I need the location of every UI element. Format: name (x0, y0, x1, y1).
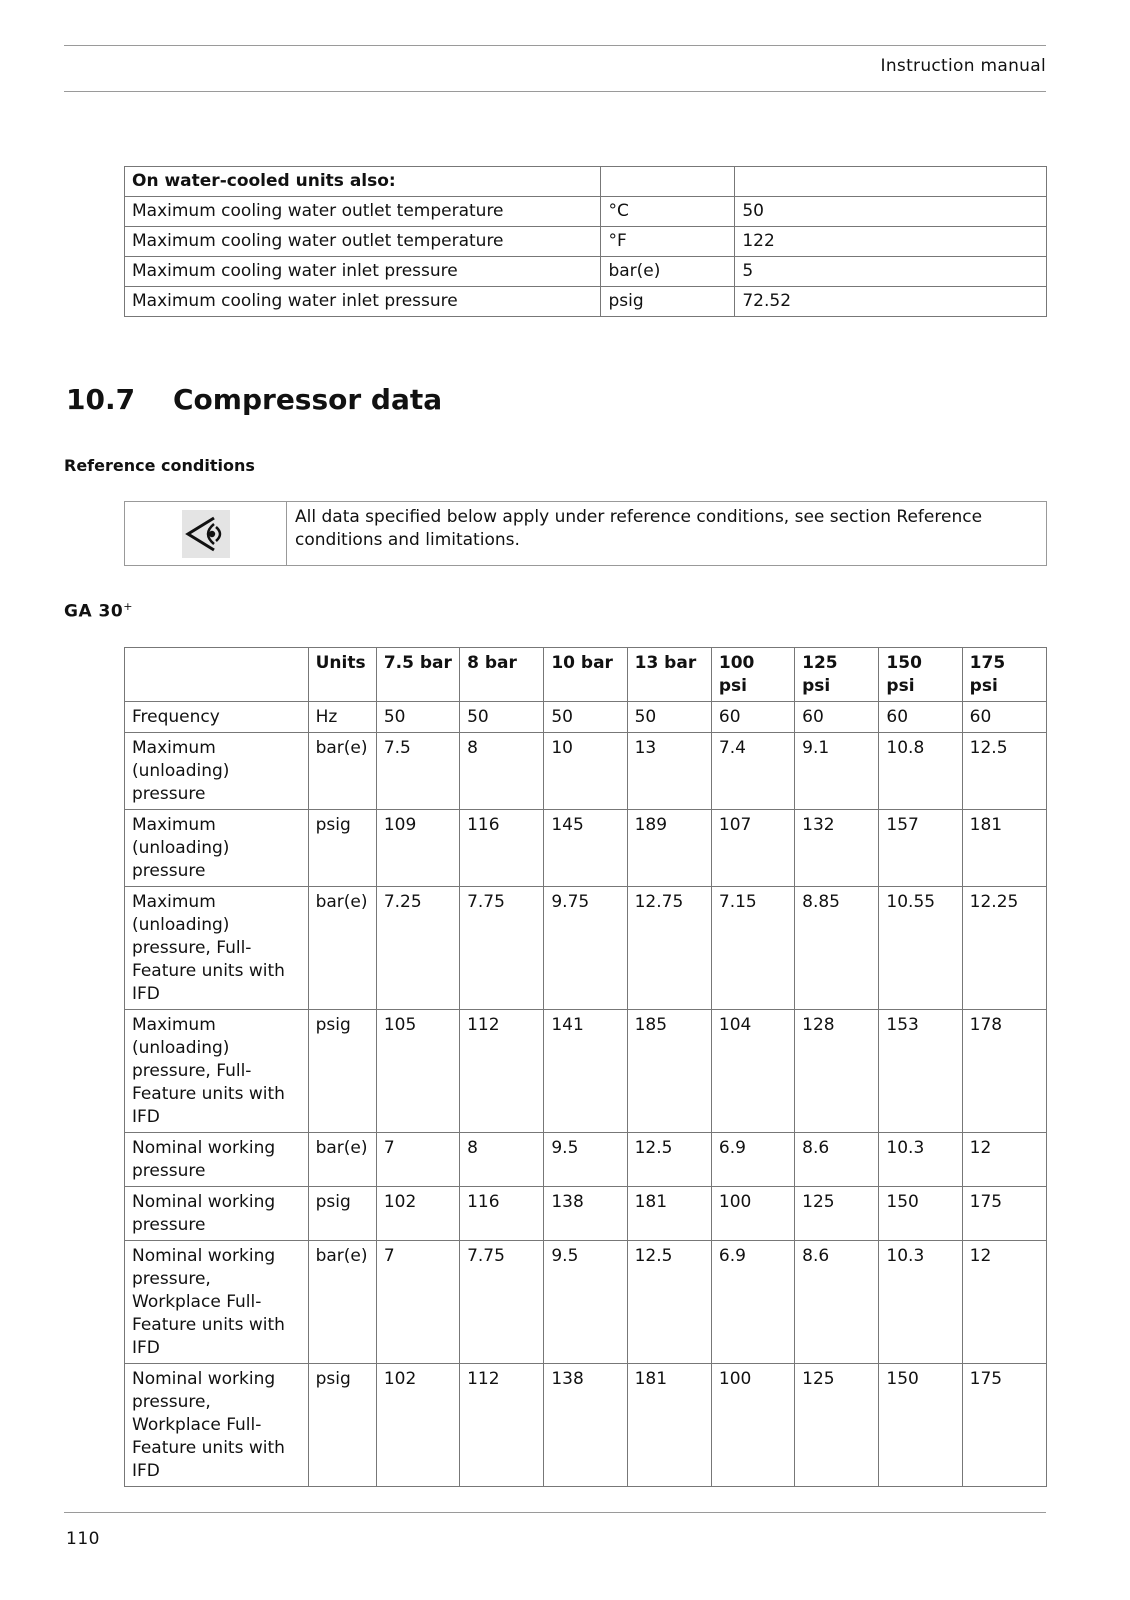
data-table-body (125, 648, 1047, 1487)
column-header: 150 psi (879, 648, 962, 702)
value-cell: 13 (627, 733, 711, 810)
value-cell: 141 (544, 1010, 627, 1133)
table-row (125, 733, 1047, 810)
value-cell: 12.75 (627, 887, 711, 1010)
value-cell: 157 (879, 810, 962, 887)
value-cell: 138 (544, 1364, 627, 1487)
document-title: Instruction manual (880, 56, 1046, 76)
value-cell: 60 (711, 702, 794, 733)
value-cell: 7.5 (376, 733, 459, 810)
column-header: 100 psi (711, 648, 794, 702)
value-cell: 7.25 (376, 887, 459, 1010)
value-cell: 8 (460, 1133, 544, 1187)
value-cell: 12.5 (962, 733, 1046, 810)
table-cell: Maximum cooling water inlet pressure (125, 287, 601, 317)
unit-cell: psig (308, 1010, 376, 1133)
section-title: Compressor data (173, 383, 443, 416)
value-cell: 153 (879, 1010, 962, 1133)
row-label: Maximum (unloading) pressure, Full-Feature units with IFD (125, 887, 309, 1010)
column-header: 125 psi (795, 648, 879, 702)
value-cell: 9.1 (795, 733, 879, 810)
value-cell: 175 (962, 1187, 1046, 1241)
value-cell: 145 (544, 810, 627, 887)
column-header: 7.5 bar (376, 648, 459, 702)
value-cell: 10.8 (879, 733, 962, 810)
value-cell: 60 (879, 702, 962, 733)
unit-cell: Hz (308, 702, 376, 733)
table-cell (735, 167, 1047, 197)
value-cell: 185 (627, 1010, 711, 1133)
table-cell: °C (601, 197, 735, 227)
table-row (125, 257, 1047, 287)
reference-conditions-heading: Reference conditions (64, 456, 255, 475)
value-cell: 6.9 (711, 1133, 794, 1187)
section-number: 10.7 (66, 383, 136, 416)
value-cell: 12.5 (627, 1241, 711, 1364)
value-cell: 12 (962, 1133, 1046, 1187)
value-cell: 181 (627, 1364, 711, 1487)
table-row (125, 1364, 1047, 1487)
value-cell: 125 (795, 1187, 879, 1241)
header-rule-bottom (64, 91, 1046, 92)
table-cell: Maximum cooling water outlet temperature (125, 227, 601, 257)
value-cell: 178 (962, 1010, 1046, 1133)
table-row (125, 227, 1047, 257)
value-cell: 112 (460, 1364, 544, 1487)
value-cell: 6.9 (711, 1241, 794, 1364)
value-cell: 100 (711, 1187, 794, 1241)
column-header: 175 psi (962, 648, 1046, 702)
unit-cell: psig (308, 810, 376, 887)
value-cell: 150 (879, 1364, 962, 1487)
row-label: Nominal working pressure (125, 1133, 309, 1187)
section-heading (66, 383, 442, 416)
row-label: Maximum (unloading) pressure (125, 810, 309, 887)
value-cell: 9.75 (544, 887, 627, 1010)
model-heading (64, 600, 133, 622)
value-cell: 10.3 (879, 1133, 962, 1187)
value-cell: 189 (627, 810, 711, 887)
table-row (125, 1187, 1047, 1241)
footer-rule (64, 1512, 1046, 1513)
value-cell: 104 (711, 1010, 794, 1133)
table-cell: bar(e) (601, 257, 735, 287)
value-cell: 10.3 (879, 1241, 962, 1364)
table-cell: 50 (735, 197, 1047, 227)
value-cell: 12.25 (962, 887, 1046, 1010)
compressor-data-table (124, 647, 1047, 1487)
table-cell (601, 167, 735, 197)
value-cell: 7 (376, 1133, 459, 1187)
value-cell: 150 (879, 1187, 962, 1241)
value-cell: 8.6 (795, 1241, 879, 1364)
value-cell: 60 (962, 702, 1046, 733)
unit-cell: psig (308, 1187, 376, 1241)
row-label: Nominal working pressure, Workplace Full-Feature units with IFD (125, 1241, 309, 1364)
row-label: Maximum (unloading) pressure (125, 733, 309, 810)
value-cell: 7.75 (460, 887, 544, 1010)
value-cell: 50 (460, 702, 544, 733)
model-name: GA 30 (64, 601, 124, 622)
unit-cell: bar(e) (308, 733, 376, 810)
unit-cell: bar(e) (308, 887, 376, 1010)
table-row (125, 167, 1047, 197)
table-row (125, 197, 1047, 227)
column-header: 10 bar (544, 648, 627, 702)
table-row (125, 1010, 1047, 1133)
value-cell: 10 (544, 733, 627, 810)
table-row (125, 1241, 1047, 1364)
table-cell: 122 (735, 227, 1047, 257)
value-cell: 10.55 (879, 887, 962, 1010)
value-cell: 138 (544, 1187, 627, 1241)
row-label: Nominal working pressure, Workplace Full-Feature units with IFD (125, 1364, 309, 1487)
value-cell: 60 (795, 702, 879, 733)
reference-note (124, 501, 1047, 566)
table-header-row (125, 648, 1047, 702)
value-cell: 125 (795, 1364, 879, 1487)
value-cell: 100 (711, 1364, 794, 1487)
note-icon-cell (125, 502, 287, 565)
value-cell: 116 (460, 810, 544, 887)
table-cell: °F (601, 227, 735, 257)
value-cell: 7 (376, 1241, 459, 1364)
value-cell: 50 (627, 702, 711, 733)
table-row (125, 1133, 1047, 1187)
note-text: All data specified below apply under reference conditions, see section Reference conditions and limitations. (295, 507, 983, 550)
value-cell: 7.75 (460, 1241, 544, 1364)
model-superscript: + (123, 600, 133, 613)
value-cell: 102 (376, 1187, 459, 1241)
value-cell: 7.4 (711, 733, 794, 810)
water-table-heading: On water-cooled units also: (125, 167, 601, 197)
column-header: 8 bar (460, 648, 544, 702)
table-cell: Maximum cooling water outlet temperature (125, 197, 601, 227)
table-row (125, 702, 1047, 733)
unit-cell: psig (308, 1364, 376, 1487)
table-cell: 72.52 (735, 287, 1047, 317)
table-row (125, 287, 1047, 317)
value-cell: 9.5 (544, 1241, 627, 1364)
table-cell: Maximum cooling water inlet pressure (125, 257, 601, 287)
table-row (125, 810, 1047, 887)
value-cell: 107 (711, 810, 794, 887)
column-header: 13 bar (627, 648, 711, 702)
value-cell: 109 (376, 810, 459, 887)
unit-cell: bar(e) (308, 1241, 376, 1364)
value-cell: 132 (795, 810, 879, 887)
column-header (125, 648, 309, 702)
value-cell: 175 (962, 1364, 1046, 1487)
value-cell: 116 (460, 1187, 544, 1241)
value-cell: 12.5 (627, 1133, 711, 1187)
value-cell: 7.15 (711, 887, 794, 1010)
table-cell: psig (601, 287, 735, 317)
table-cell: 5 (735, 257, 1047, 287)
row-label: Frequency (125, 702, 309, 733)
value-cell: 105 (376, 1010, 459, 1133)
value-cell: 128 (795, 1010, 879, 1133)
water-cooled-table (124, 166, 1047, 317)
value-cell: 50 (544, 702, 627, 733)
value-cell: 9.5 (544, 1133, 627, 1187)
value-cell: 12 (962, 1241, 1046, 1364)
value-cell: 102 (376, 1364, 459, 1487)
column-header: Units (308, 648, 376, 702)
value-cell: 181 (627, 1187, 711, 1241)
unit-cell: bar(e) (308, 1133, 376, 1187)
value-cell: 112 (460, 1010, 544, 1133)
table-row (125, 887, 1047, 1010)
eye-note-icon (182, 510, 230, 558)
page-number: 110 (66, 1529, 100, 1549)
value-cell: 8.85 (795, 887, 879, 1010)
value-cell: 181 (962, 810, 1046, 887)
row-label: Nominal working pressure (125, 1187, 309, 1241)
value-cell: 50 (376, 702, 459, 733)
value-cell: 8.6 (795, 1133, 879, 1187)
value-cell: 8 (460, 733, 544, 810)
header-rule-top (64, 45, 1046, 46)
row-label: Maximum (unloading) pressure, Full-Feature units with IFD (125, 1010, 309, 1133)
